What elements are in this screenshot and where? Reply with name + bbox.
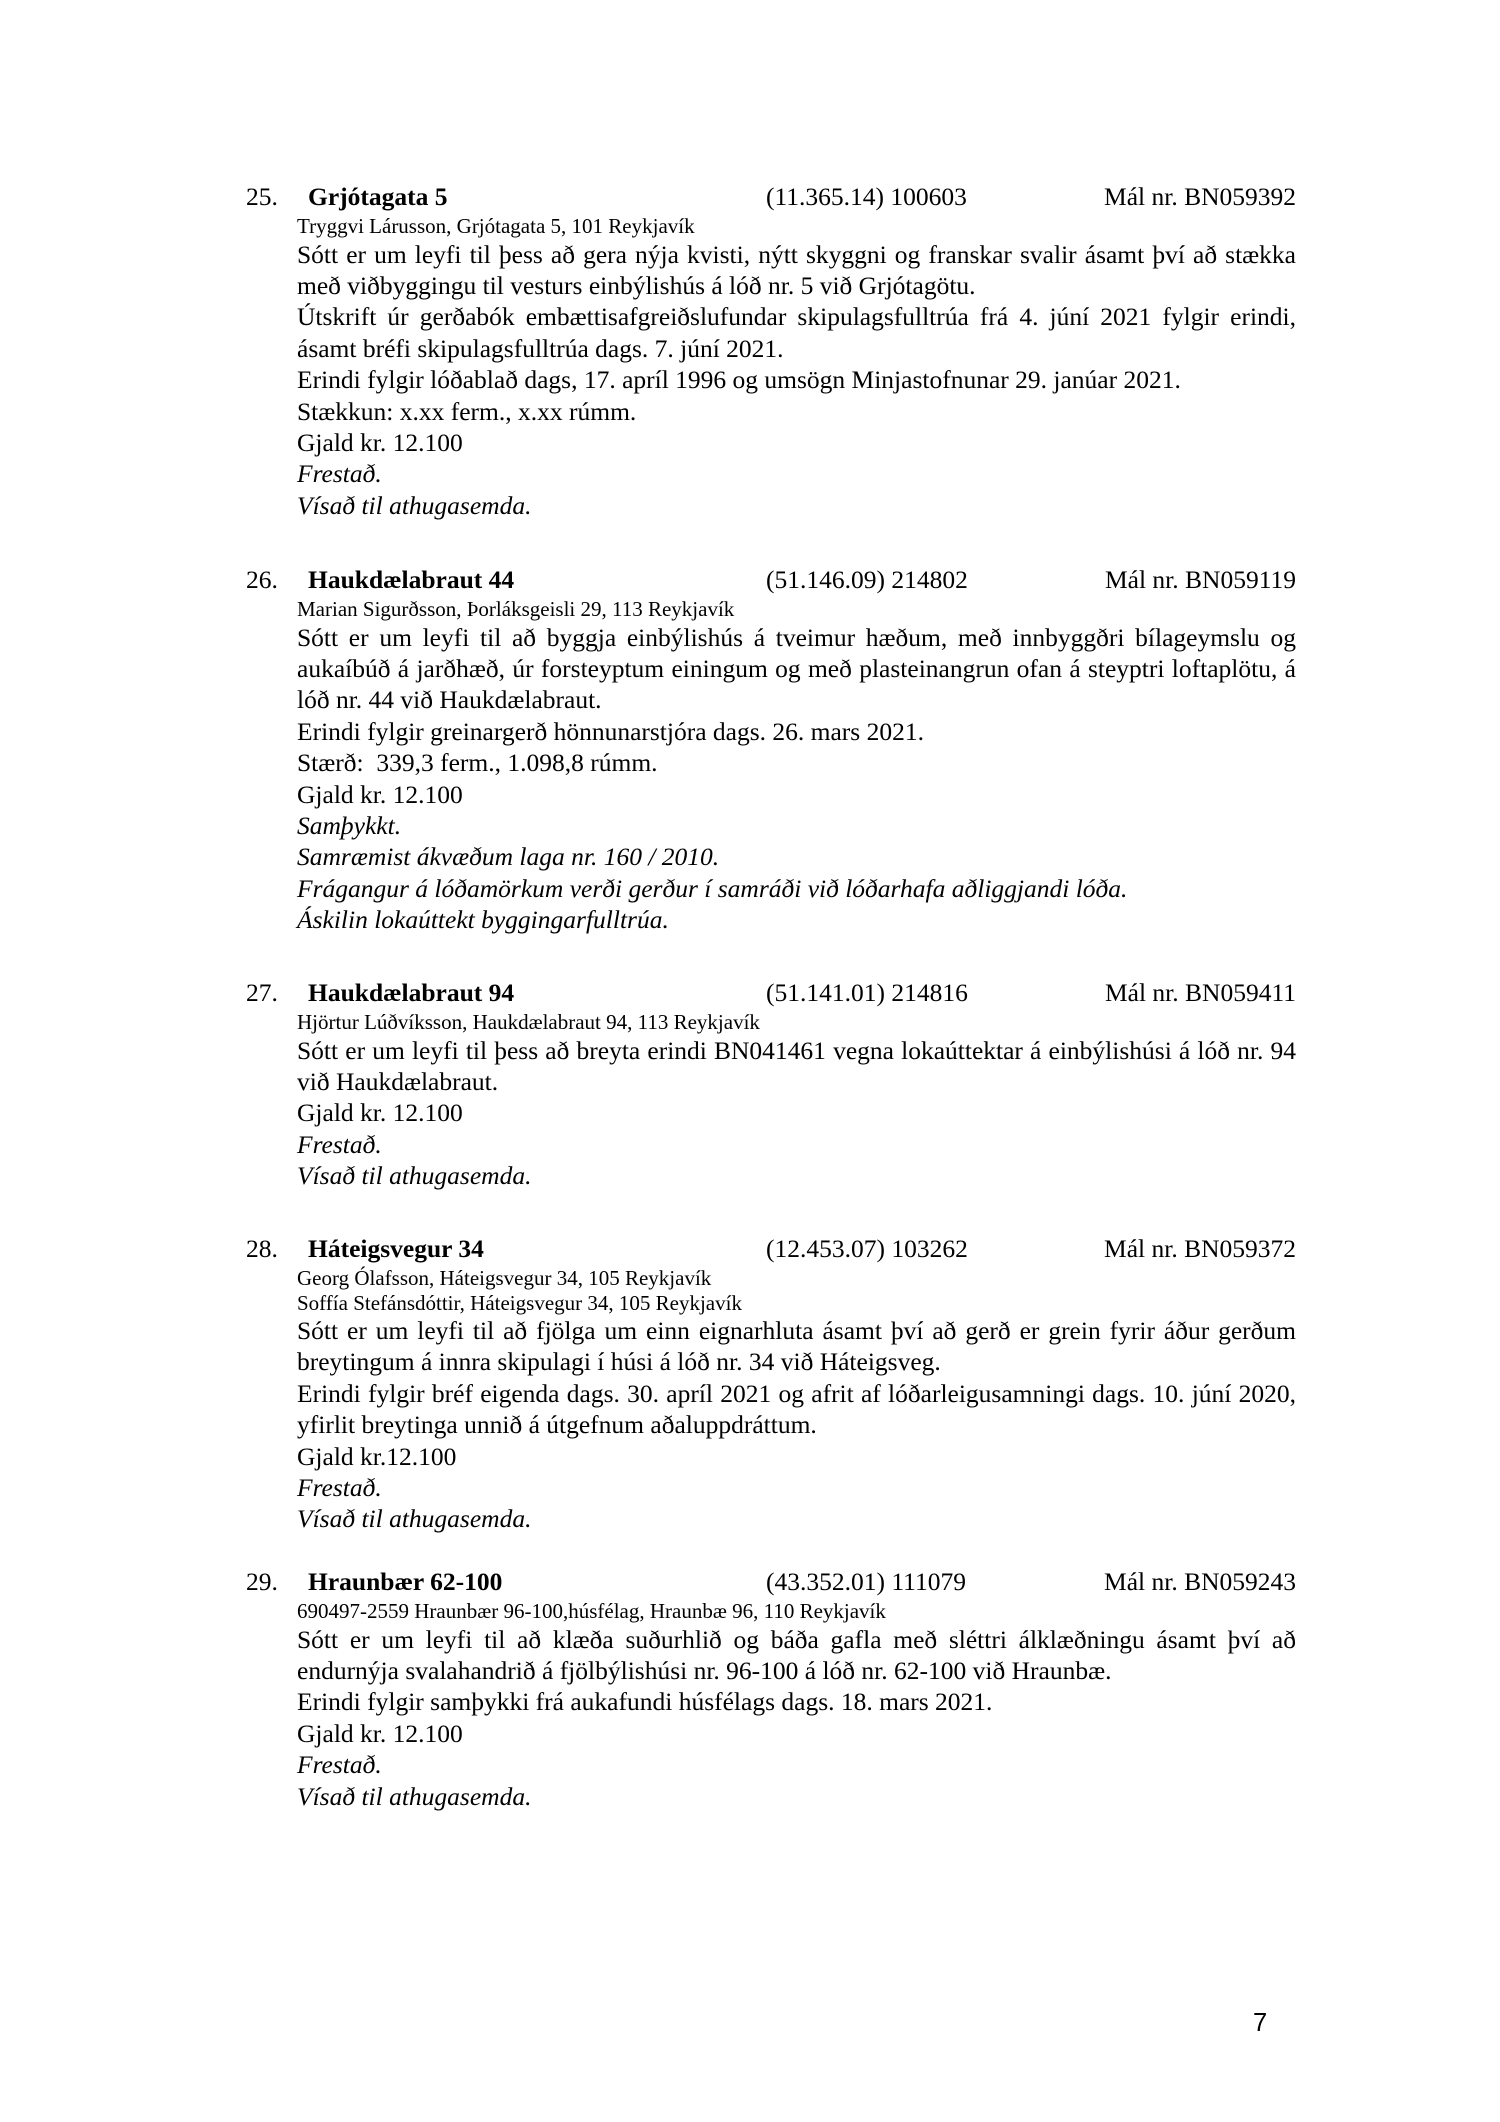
item-plot-id: (43.352.01) 111079 bbox=[766, 1567, 966, 1596]
item-size: Stærð: 339,3 ferm., 1.098,8 rúmm. bbox=[297, 748, 658, 778]
item-plot-id: (12.453.07) 103262 bbox=[766, 1234, 968, 1263]
item-size: Stækkun: x.xx ferm., x.xx rúmm. bbox=[297, 396, 637, 426]
agenda-item-25 bbox=[246, 180, 1296, 521]
item-plot-id: (51.141.01) 214816 bbox=[766, 978, 968, 1007]
item-address: Grjótagata 5 bbox=[308, 182, 448, 211]
item-fee: Gjald kr. 12.100 bbox=[297, 1718, 463, 1748]
agenda-item-26 bbox=[246, 563, 1296, 936]
item-number: 27. bbox=[246, 978, 278, 1007]
item-description: Sótt er um leyfi til að byggja einbýlishús á tveimur hæðum, með innbyggðri bílageymslu og aukaíbúð á jarðhæð, úr forsteyptum einingum og með plasteinangrun ofan á steyptri loftaplötu, á lóð nr. 44 við Haukdælabraut. bbox=[297, 622, 1296, 715]
item-decision: Áskilin lokaúttekt byggingarfulltrúa. bbox=[297, 905, 669, 935]
page-number: 7 bbox=[1253, 2009, 1268, 2037]
item-case-number: Mál nr. BN059372 bbox=[1104, 1234, 1296, 1263]
item-header bbox=[246, 180, 1296, 214]
item-applicant: Georg Ólafsson, Háteigsvegur 34, 105 Reykjavík bbox=[297, 1266, 712, 1290]
item-applicant: 690497-2559 Hraunbær 96-100,húsfélag, Hraunbæ 96, 110 Reykjavík bbox=[297, 1599, 886, 1623]
item-attachment: Erindi fylgir samþykki frá aukafundi húsfélags dags. 18. mars 2021. bbox=[297, 1687, 993, 1717]
item-case-number: Mál nr. BN059392 bbox=[1104, 182, 1296, 211]
item-decision: Frestað. bbox=[297, 1750, 382, 1780]
item-applicant: Hjörtur Lúðvíksson, Haukdælabraut 94, 113 Reykjavík bbox=[297, 1010, 760, 1034]
item-number: 29. bbox=[246, 1567, 278, 1596]
item-decision: Vísað til athugasemda. bbox=[297, 1161, 532, 1191]
item-body bbox=[297, 1010, 1296, 1192]
item-address: Háteigsvegur 34 bbox=[308, 1234, 484, 1263]
agenda-item-28 bbox=[246, 1232, 1296, 1535]
item-decision: Vísað til athugasemda. bbox=[297, 1781, 532, 1811]
item-applicant: Soffía Stefánsdóttir, Háteigsvegur 34, 105 Reykjavík bbox=[297, 1290, 742, 1315]
item-decision: Vísað til athugasemda. bbox=[297, 1504, 532, 1534]
item-case-number: Mál nr. BN059243 bbox=[1104, 1567, 1296, 1596]
item-fee: Gjald kr. 12.100 bbox=[297, 779, 463, 809]
item-number: 26. bbox=[246, 565, 278, 594]
item-number: 25. bbox=[246, 182, 278, 211]
item-applicant: Marian Sigurðsson, Þorláksgeisli 29, 113 Reykjavík bbox=[297, 597, 735, 621]
item-decision: Frestað. bbox=[297, 459, 382, 489]
item-body bbox=[297, 1266, 1296, 1535]
item-header bbox=[246, 1232, 1296, 1266]
item-decision: Frestað. bbox=[297, 1129, 382, 1159]
item-body bbox=[297, 1599, 1296, 1812]
agenda-item-27 bbox=[246, 976, 1296, 1192]
item-decision: Samræmist ákvæðum laga nr. 160 / 2010. bbox=[297, 842, 720, 872]
item-decision: Samþykkt. bbox=[297, 810, 402, 840]
item-decision: Frestað. bbox=[297, 1473, 382, 1503]
item-plot-id: (11.365.14) 100603 bbox=[766, 182, 967, 211]
item-attachment: Erindi fylgir bréf eigenda dags. 30. apríl 2021 og afrit af lóðarleigusamningi dags. 10. júní 2020, yfirlit breytinga unnið á útgefnum aðaluppdráttum. bbox=[297, 1378, 1296, 1440]
item-description: Sótt er um leyfi til að fjölga um einn eignarhluta ásamt því að gerð er grein fyrir áður gerðum breytingum á innra skipulagi í húsi á lóð nr. 34 við Háteigsveg. bbox=[297, 1316, 1296, 1377]
item-decision: Frágangur á lóðamörkum verði gerður í samráði við lóðarhafa aðliggjandi lóða. bbox=[297, 873, 1128, 903]
item-fee: Gjald kr. 12.100 bbox=[297, 427, 463, 457]
item-fee: Gjald kr.12.100 bbox=[297, 1441, 457, 1471]
item-address: Haukdælabraut 94 bbox=[308, 978, 515, 1007]
item-body bbox=[297, 214, 1296, 521]
item-applicant: Tryggvi Lárusson, Grjótagata 5, 101 Reykjavík bbox=[297, 214, 695, 238]
item-decision: Vísað til athugasemda. bbox=[297, 490, 532, 520]
item-description: Sótt er um leyfi til þess að breyta erindi BN041461 vegna lokaúttektar á einbýlishúsi á lóð nr. 94 við Haukdælabraut. bbox=[297, 1035, 1296, 1096]
item-header bbox=[246, 563, 1296, 597]
item-attachment: Erindi fylgir greinargerð hönnunarstjóra dags. 26. mars 2021. bbox=[297, 716, 924, 746]
item-body bbox=[297, 597, 1296, 936]
item-fee: Gjald kr. 12.100 bbox=[297, 1098, 463, 1128]
item-attachment: Erindi fylgir lóðablað dags, 17. apríl 1996 og umsögn Minjastofnunar 29. janúar 2021. bbox=[297, 365, 1181, 395]
item-header bbox=[246, 1565, 1296, 1599]
item-address: Hraunbær 62-100 bbox=[308, 1567, 503, 1596]
item-description: Sótt er um leyfi til þess að gera nýja kvisti, nýtt skyggni og franskar svalir ásamt því að stækka með viðbyggingu til vesturs einbýlishús á lóð nr. 5 við Grjótagötu. bbox=[297, 239, 1296, 300]
item-plot-id: (51.146.09) 214802 bbox=[766, 565, 968, 594]
item-attachment: Útskrift úr gerðabók embættisafgreiðslufundar skipulagsfulltrúa frá 4. júní 2021 fylgir erindi, ásamt bréfi skipulagsfulltrúa dags. 7. júní 2021. bbox=[297, 302, 1296, 363]
item-header bbox=[246, 976, 1296, 1010]
agenda-item-29 bbox=[246, 1565, 1296, 1812]
item-address: Haukdælabraut 44 bbox=[308, 565, 515, 594]
item-case-number: Mál nr. BN059119 bbox=[1104, 565, 1296, 594]
item-case-number: Mál nr. BN059411 bbox=[1104, 978, 1296, 1007]
item-number: 28. bbox=[246, 1234, 278, 1263]
item-description: Sótt er um leyfi til að klæða suðurhlið og báða gafla með sléttri álklæðningu ásamt því að endurnýja svalahandrið á fjölbýlishúsi nr. 96-100 á lóð nr. 62-100 við Hraunbæ. bbox=[297, 1624, 1296, 1685]
